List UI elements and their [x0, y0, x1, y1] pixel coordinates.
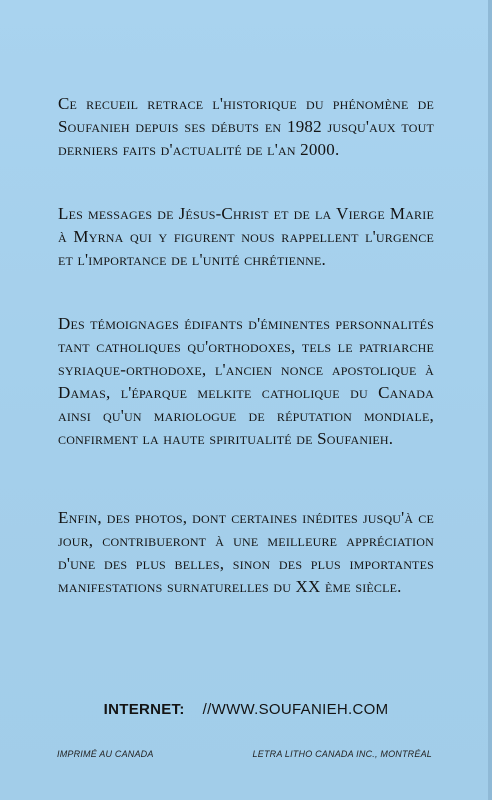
- paragraph-testimonies: Des témoignages édifants d'éminentes personnalités tant catholiques qu'orthodoxes, tels le patriarche syriaque-orthodoxe, l'ancien nonce apostolique à Damas, l'éparque melkite catholique du Canada ainsi qu'un mariologue de réputation mondiale, confirment la haute spiritualité de Soufanieh.: [58, 314, 434, 448]
- printer-credit: LETRA LITHO CANADA INC., MONTRÉAL: [252, 749, 432, 759]
- website-url: //WWW.SOUFANIEH.COM: [202, 701, 389, 718]
- internet-line: [0, 699, 492, 721]
- paragraph-photos: Enfin, des photos, dont certaines inédites jusqu'à ce jour, contribueront à une meilleure appréciation d'une des plus belles, sinon des plus importantes manifestations surnaturelles du XX ème siècle.: [58, 508, 434, 596]
- printed-in-notice: IMPRIMÉ AU CANADA: [57, 749, 154, 759]
- cover-edge: [488, 0, 492, 800]
- internet-label: INTERNET:: [103, 701, 185, 718]
- paragraph-messages: Les messages de Jésus-Christ et de la Vierge Marie à Myrna qui y figurent nous rappellent l'urgence et l'importance de l'unité chrétienne.: [58, 204, 434, 269]
- paragraph-summary: Ce recueil retrace l'historique du phénomène de Soufanieh depuis ses débuts en 1982 jusqu'aux tout derniers faits d'actualité de l'an 2000.: [58, 94, 434, 159]
